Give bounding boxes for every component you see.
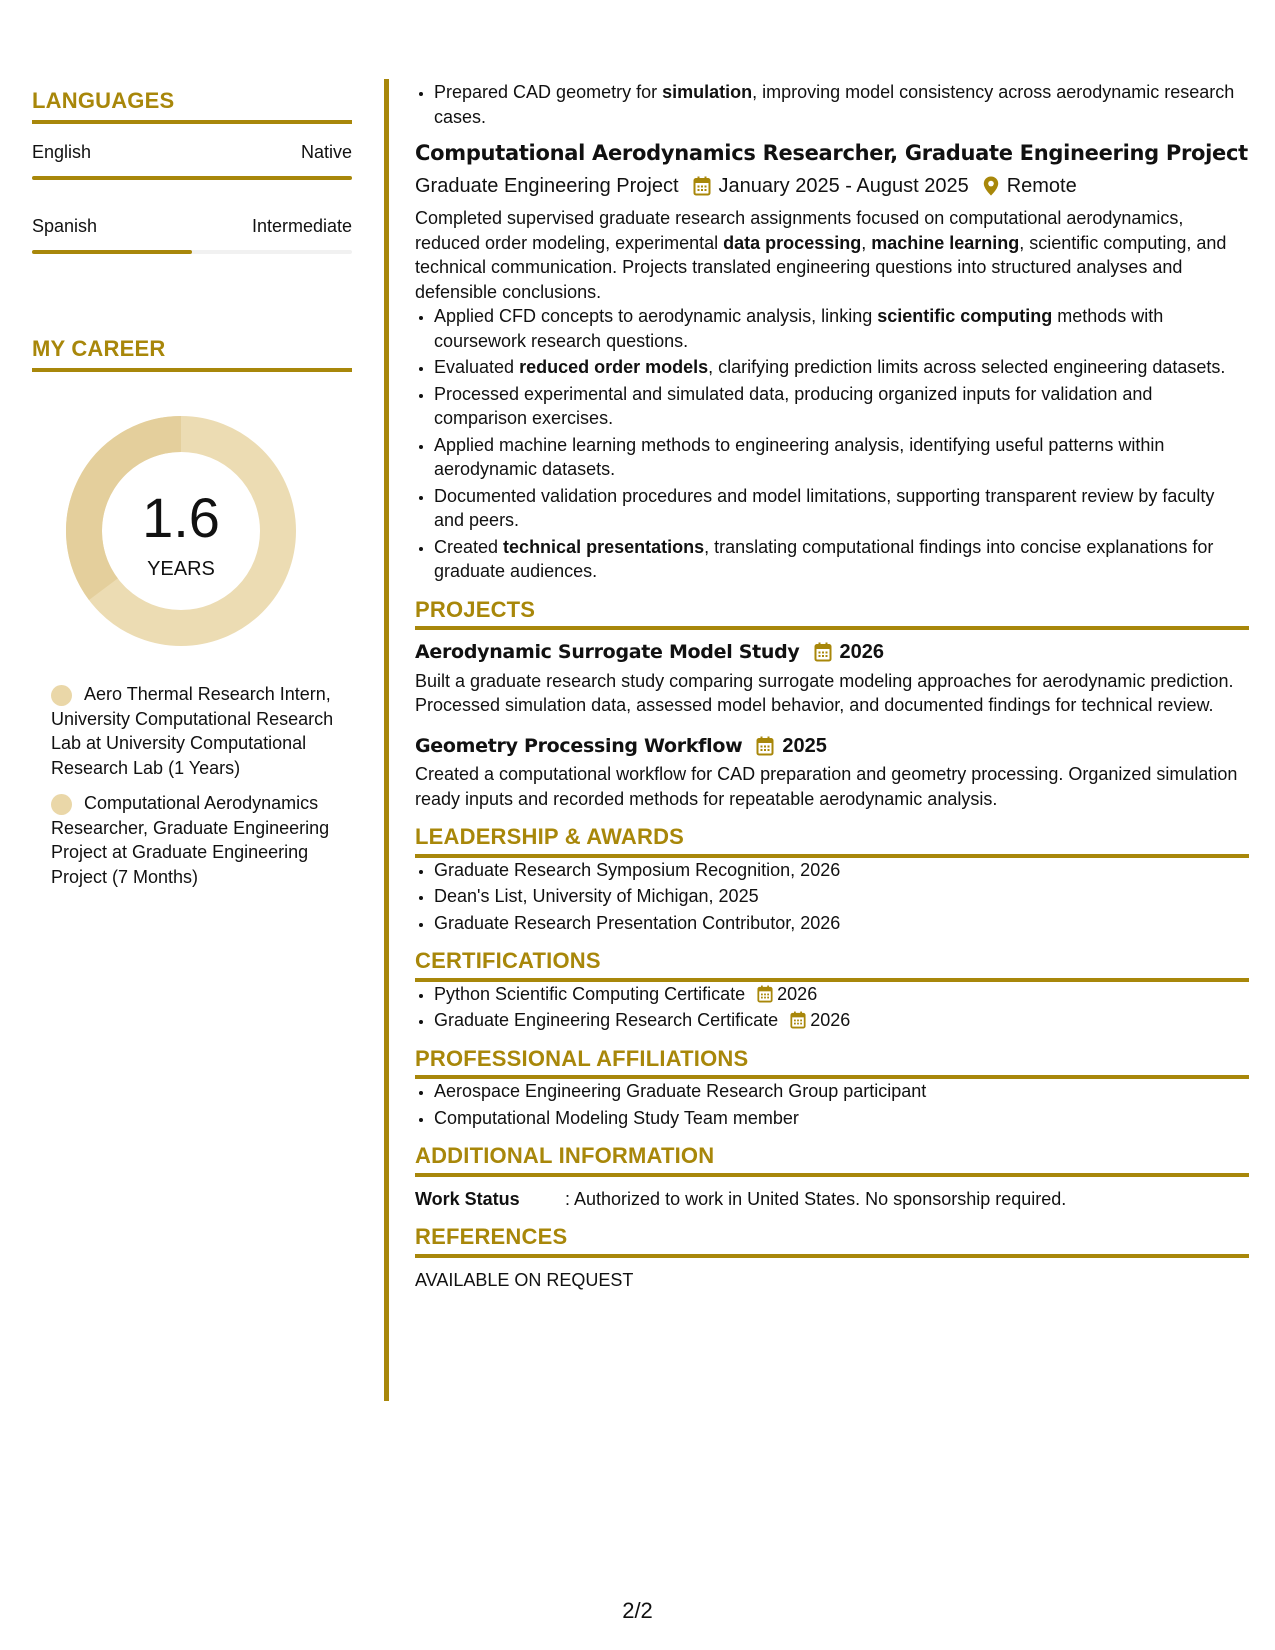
bullet-text: , improving model consistency across aerodynamic research cases. — [434, 82, 1235, 127]
calendar-icon — [756, 736, 774, 756]
career-dot-icon — [51, 794, 72, 815]
job-meta — [415, 174, 1249, 199]
bullet-text: Applied CFD concepts to aerodynamic analysis, linking — [434, 306, 878, 326]
job-description — [415, 206, 1249, 304]
project-description: Built a graduate research study comparing surrogate modeling approaches for aerodynamic prediction. Processed simulation data, assessed model behavior, and documented findings for technical review. — [415, 670, 1234, 715]
job-dates: January 2025 - August 2025 — [718, 174, 969, 197]
work-status-row — [415, 1187, 1249, 1212]
bullet-text: Documented validation procedures and model limitations, supporting transparent review by faculty and peers. — [434, 485, 1215, 530]
bullet-text: Evaluated — [434, 357, 520, 377]
job-desc-bold: machine learning — [871, 232, 1020, 253]
job-desc-text: Completed supervised graduate research assignments focused on computational aerodynamics, reduced order modeling, experimental — [415, 208, 1184, 253]
bullet-bold: simulation — [662, 82, 753, 102]
language-level: Intermediate — [251, 216, 352, 236]
career-donut-chart — [66, 416, 296, 646]
page-number: 2/2 — [622, 1598, 653, 1623]
calendar-icon — [757, 985, 773, 1003]
bullet-bold: technical presentations — [503, 536, 705, 557]
career-list — [32, 682, 352, 889]
calendar-icon — [693, 176, 711, 196]
affiliations-list — [415, 1079, 1249, 1130]
job-location: Remote — [1006, 174, 1077, 197]
bullet-item — [434, 433, 1249, 482]
career-item-text: Computational Aerodynamics Researcher, Graduate Engineering Project at Graduate Engineering Project (7 Months) — [51, 793, 330, 887]
job-title: Computational Aerodynamics Researcher, Graduate Engineering Project — [415, 141, 1248, 165]
bullet-item — [434, 304, 1249, 353]
bullet-item — [434, 535, 1249, 584]
continued-bullets — [415, 80, 1249, 129]
career-heading: MY CAREER — [32, 336, 352, 372]
bullet-text: Processed experimental and simulated data, producing organized inputs for validation and comparison exercises. — [434, 383, 1153, 428]
certificate-name: • Python Scientific Computing Certificate — [434, 983, 746, 1004]
list-item: • Aerospace Engineering Graduate Research Group participant — [434, 1079, 1249, 1104]
bullet-text: , translating computational findings into concise explanations for graduate audiences. — [434, 536, 1214, 581]
language-name: Spanish — [32, 216, 98, 236]
language-proficiency-fill — [32, 176, 352, 180]
bullet-bold: reduced order models — [519, 357, 709, 377]
project-header — [415, 734, 1249, 759]
list-item: • Graduate Research Presentation Contributor, 2026 — [434, 911, 1249, 936]
calendar-icon — [790, 1011, 806, 1029]
project-name: Aerodynamic Surrogate Model Study — [415, 641, 800, 663]
project-year: 2026 — [839, 641, 884, 663]
job-desc-text: , — [861, 232, 872, 253]
language-proficiency-bar — [32, 176, 352, 180]
vertical-divider — [384, 79, 389, 1401]
bullet-text: Created — [434, 536, 504, 557]
bullet-text: methods with coursework research questions. — [434, 306, 1164, 351]
project-name: Geometry Processing Workflow — [415, 734, 743, 757]
references-value: AVAILABLE ON REQUEST — [415, 1269, 634, 1290]
language-proficiency-fill — [32, 250, 192, 254]
certificate-name: • Graduate Engineering Research Certificate — [434, 1010, 779, 1030]
career-item — [51, 682, 352, 780]
certifications-heading: CERTIFICATIONS — [415, 949, 1249, 982]
language-item — [32, 142, 352, 180]
bullet-text: Prepared CAD geometry for — [434, 82, 663, 102]
certifications-list — [415, 982, 1249, 1033]
project-header — [415, 640, 1249, 665]
languages-heading: LANGUAGES — [32, 88, 352, 124]
bullet-text: , clarifying prediction limits across selected engineering datasets. — [708, 357, 1226, 377]
affiliations-heading: PROFESSIONAL AFFILIATIONS — [415, 1047, 1249, 1080]
language-proficiency-bar — [32, 250, 352, 254]
job-company: Graduate Engineering Project — [415, 174, 679, 197]
language-level: Native — [300, 142, 352, 162]
location-pin-icon — [983, 176, 999, 196]
leadership-list — [415, 858, 1249, 936]
work-status-value: : Authorized to work in United States. No sponsorship required. — [565, 1188, 1067, 1209]
calendar-icon — [814, 642, 832, 662]
leadership-heading: LEADERSHIP & AWARDS — [415, 825, 1249, 858]
project-year: 2025 — [782, 734, 827, 757]
bullet-item — [434, 355, 1249, 380]
career-years-unit: YEARS — [147, 558, 215, 580]
certificate-year: 2026 — [810, 1010, 851, 1030]
references-heading: REFERENCES — [415, 1225, 1249, 1258]
language-name: English — [32, 142, 92, 162]
certificate-year: 2026 — [777, 983, 818, 1004]
sidebar — [32, 88, 352, 900]
work-status-label: Work Status — [415, 1188, 520, 1209]
list-item: • Graduate Research Symposium Recognition, 2026 — [434, 858, 1249, 883]
job-desc-text: , scientific computing, and technical communication. Projects translated engineering questions into structured analyses and defensible conclusions. — [415, 232, 1227, 302]
career-item — [51, 791, 352, 889]
bullet-item — [434, 382, 1249, 431]
project-description: Created a computational workflow for CAD preparation and geometry processing. Organized simulation ready inputs and recorded methods for repeatable aerodynamic analysis. — [415, 764, 1238, 809]
list-item — [434, 1008, 1249, 1033]
additional-info-heading: ADDITIONAL INFORMATION — [415, 1144, 1249, 1177]
bullet-item — [434, 484, 1249, 533]
job-desc-bold: data processing — [723, 232, 862, 253]
job-bullets — [415, 304, 1249, 584]
projects-heading: PROJECTS — [415, 598, 1249, 631]
bullet-bold: scientific computing — [877, 306, 1053, 326]
list-item — [434, 982, 1249, 1007]
career-item-text: Aero Thermal Research Intern, University Computational Research Lab at University Computational Research Lab (1 Years) — [51, 684, 334, 778]
bullet-text: Applied machine learning methods to engineering analysis, identifying useful patterns within aerodynamic datasets. — [434, 434, 1165, 479]
language-item — [32, 216, 352, 254]
list-item: • Computational Modeling Study Team member — [434, 1106, 1249, 1131]
career-dot-icon — [51, 685, 72, 706]
main-content — [415, 80, 1249, 1292]
bullet-item — [434, 80, 1249, 129]
list-item: • Dean's List, University of Michigan, 2025 — [434, 884, 1249, 909]
career-years-value: 1.6 — [142, 486, 220, 549]
